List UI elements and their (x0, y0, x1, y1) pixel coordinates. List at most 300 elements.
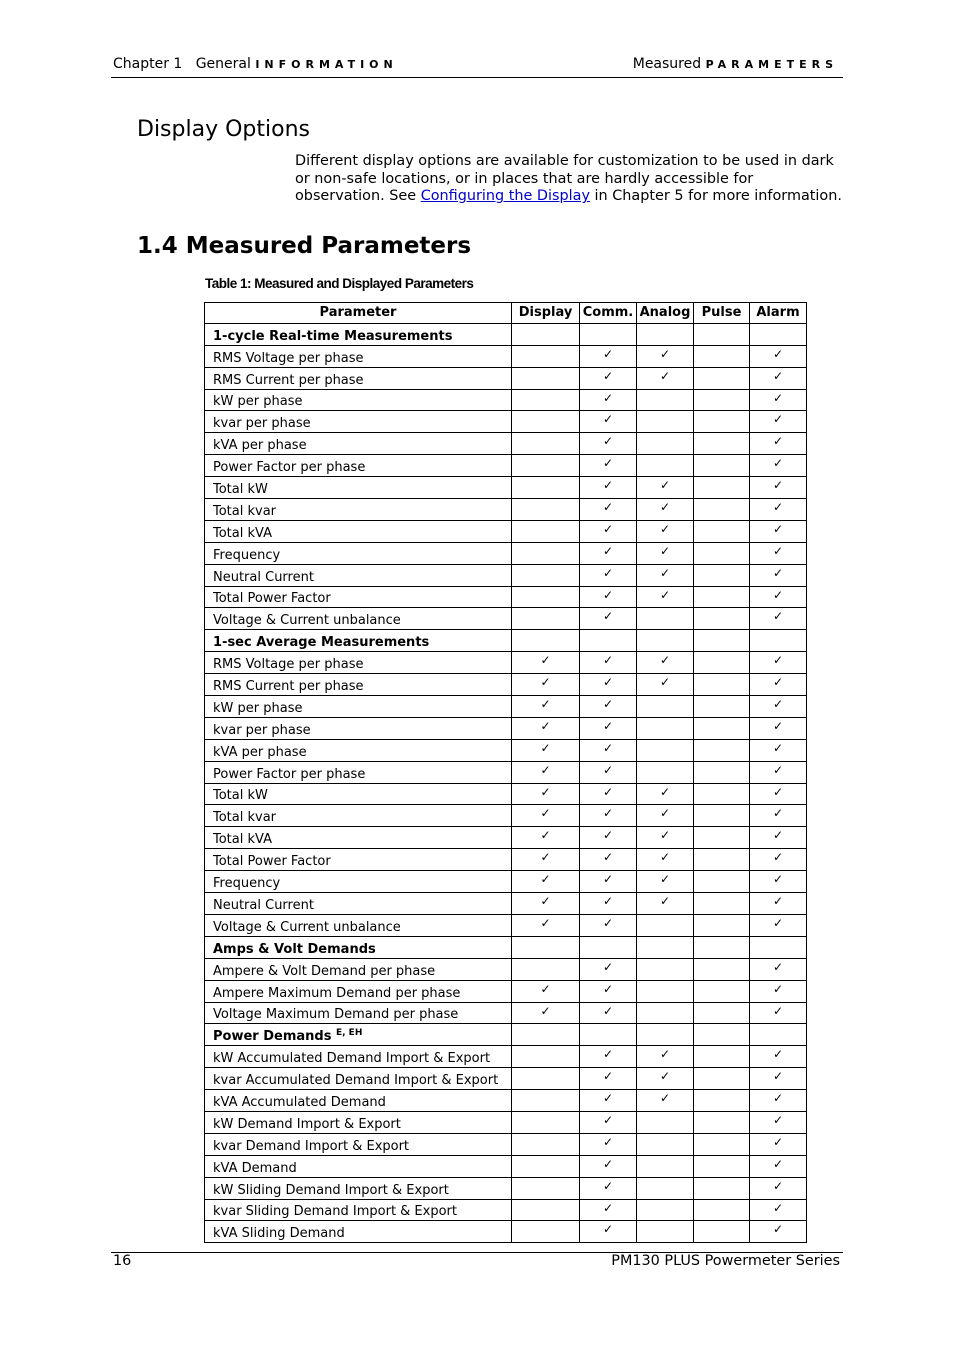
cell-alarm (750, 1024, 807, 1046)
parameter-name: kW Sliding Demand Import & Export (213, 1182, 449, 1198)
table-row (205, 564, 807, 586)
cell-pulse (694, 1046, 750, 1068)
parameter-name: Voltage Maximum Demand per phase (213, 1007, 459, 1023)
cell-pulse (694, 1155, 750, 1177)
parameter-cell (205, 608, 512, 630)
check-icon: ✓ (602, 412, 614, 427)
cell-comm (580, 1155, 637, 1177)
cell-comm (580, 345, 637, 367)
parameter-name: Voltage & Current unbalance (213, 613, 401, 629)
cell-alarm (750, 1090, 807, 1112)
parameter-name: Power Demands (213, 1029, 332, 1045)
check-icon: ✓ (772, 500, 784, 515)
table-row (205, 783, 807, 805)
cell-comm (580, 739, 637, 761)
cell-alarm (750, 477, 807, 499)
parameter-name: kVA per phase (213, 438, 307, 454)
check-icon: ✓ (659, 478, 671, 493)
parameter-cell (205, 1155, 512, 1177)
cell-analog (637, 586, 694, 608)
check-icon: ✓ (772, 697, 784, 712)
check-icon: ✓ (772, 1156, 784, 1171)
cell-alarm (750, 1111, 807, 1133)
parameter-cell (205, 630, 512, 652)
check-icon: ✓ (540, 653, 551, 668)
cell-display (512, 433, 580, 455)
cell-alarm (750, 411, 807, 433)
check-icon: ✓ (602, 1069, 614, 1084)
check-icon: ✓ (602, 1003, 614, 1018)
cell-display (512, 499, 580, 521)
display-options-text-before: Different display options are available for customization to be used in dark or non-safe locations, or in places that are hardly accessible for observation. See (295, 153, 834, 205)
check-icon: ✓ (772, 806, 784, 821)
parameter-cell (205, 1002, 512, 1024)
parameter-cell (205, 827, 512, 849)
parameter-name: kVA Accumulated Demand (213, 1094, 386, 1110)
table-row (205, 433, 807, 455)
check-icon: ✓ (659, 828, 671, 843)
check-icon: ✓ (772, 850, 784, 865)
parameter-cell (205, 1068, 512, 1090)
cell-analog (637, 411, 694, 433)
cell-comm (580, 761, 637, 783)
parameter-name: Frequency (213, 547, 281, 563)
cell-alarm (750, 520, 807, 542)
cell-analog (637, 433, 694, 455)
cell-pulse (694, 564, 750, 586)
header-rule (111, 77, 843, 78)
cell-analog (637, 367, 694, 389)
cell-display (512, 564, 580, 586)
parameter-name: kvar Demand Import & Export (213, 1138, 410, 1154)
cell-pulse (694, 1002, 750, 1024)
parameter-name: kW Accumulated Demand Import & Export (213, 1051, 491, 1067)
cell-display (512, 893, 580, 915)
cell-analog (637, 761, 694, 783)
cell-display (512, 1133, 580, 1155)
cell-analog (637, 630, 694, 652)
parameter-name: Power Factor per phase (213, 766, 366, 782)
cell-alarm (750, 739, 807, 761)
cell-alarm (750, 1002, 807, 1024)
footer-product: PM130 PLUS Powermeter Series (611, 1253, 840, 1269)
cell-analog (637, 1068, 694, 1090)
cell-alarm (750, 323, 807, 345)
cell-pulse (694, 586, 750, 608)
parameter-cell (205, 1133, 512, 1155)
cell-display (512, 1090, 580, 1112)
parameter-cell (205, 1111, 512, 1133)
check-icon: ✓ (602, 740, 614, 755)
cell-pulse (694, 367, 750, 389)
cell-comm (580, 1046, 637, 1068)
cell-pulse (694, 1177, 750, 1199)
cell-comm (580, 433, 637, 455)
check-icon: ✓ (659, 784, 671, 799)
check-icon: ✓ (602, 478, 614, 493)
check-icon: ✓ (772, 762, 784, 777)
cell-comm (580, 1090, 637, 1112)
cell-alarm (750, 1068, 807, 1090)
cell-display (512, 411, 580, 433)
table-row (205, 520, 807, 542)
check-icon: ✓ (659, 500, 671, 515)
parameter-cell (205, 871, 512, 893)
table-row (205, 499, 807, 521)
cell-analog (637, 696, 694, 718)
cell-display (512, 477, 580, 499)
column-header-analog: Analog (637, 303, 694, 324)
parameter-name: kVA Sliding Demand (213, 1226, 345, 1242)
cell-comm (580, 1177, 637, 1199)
parameter-cell (205, 520, 512, 542)
check-icon: ✓ (772, 521, 784, 536)
cell-analog (637, 980, 694, 1002)
parameter-cell (205, 455, 512, 477)
check-icon: ✓ (772, 894, 784, 909)
table-row (205, 1090, 807, 1112)
cell-analog (637, 936, 694, 958)
cell-alarm (750, 1046, 807, 1068)
check-icon: ✓ (772, 718, 784, 733)
cell-comm (580, 827, 637, 849)
table-row (205, 1199, 807, 1221)
check-icon: ✓ (772, 456, 784, 471)
parameter-cell (205, 499, 512, 521)
cell-pulse (694, 499, 750, 521)
parameter-name: kvar per phase (213, 416, 311, 432)
check-icon: ✓ (659, 368, 671, 383)
cell-display (512, 1221, 580, 1243)
cell-alarm (750, 1221, 807, 1243)
parameter-name: Ampere Maximum Demand per phase (213, 985, 461, 1001)
check-icon: ✓ (772, 1200, 784, 1215)
cell-alarm (750, 433, 807, 455)
cell-pulse (694, 761, 750, 783)
cell-alarm (750, 827, 807, 849)
column-header-comm: Comm. (580, 303, 637, 324)
check-icon: ✓ (772, 434, 784, 449)
parameter-cell (205, 717, 512, 739)
check-icon: ✓ (602, 894, 614, 909)
cell-pulse (694, 608, 750, 630)
header-section-caps: PARAMETERS (705, 58, 838, 71)
table-group-row (205, 1024, 807, 1046)
cell-pulse (694, 827, 750, 849)
cell-analog (637, 345, 694, 367)
check-icon: ✓ (772, 1069, 784, 1084)
cell-comm (580, 1133, 637, 1155)
check-icon: ✓ (772, 981, 784, 996)
table-row (205, 1221, 807, 1243)
cell-analog (637, 849, 694, 871)
cell-analog (637, 1046, 694, 1068)
cell-display (512, 323, 580, 345)
cell-alarm (750, 717, 807, 739)
check-icon: ✓ (772, 872, 784, 887)
check-icon: ✓ (602, 565, 614, 580)
check-icon: ✓ (540, 762, 551, 777)
parameter-name: Frequency (213, 876, 281, 892)
table-row (205, 1177, 807, 1199)
cell-display (512, 345, 580, 367)
cell-display (512, 586, 580, 608)
cell-alarm (750, 871, 807, 893)
parameter-name: Total kvar (213, 503, 277, 519)
cell-comm (580, 980, 637, 1002)
cell-pulse (694, 914, 750, 936)
parameters-table (204, 302, 807, 1243)
cell-comm (580, 914, 637, 936)
parameter-cell (205, 323, 512, 345)
parameter-name: Total kvar (213, 810, 277, 826)
check-icon: ✓ (772, 653, 784, 668)
cell-analog (637, 477, 694, 499)
parameter-name: Neutral Current (213, 569, 314, 585)
parameter-cell (205, 564, 512, 586)
check-icon: ✓ (540, 718, 551, 733)
cell-analog (637, 389, 694, 411)
check-icon: ✓ (772, 587, 784, 602)
cell-comm (580, 367, 637, 389)
cell-display (512, 1199, 580, 1221)
parameter-name: Neutral Current (213, 897, 314, 913)
check-icon: ✓ (772, 1003, 784, 1018)
cell-analog (637, 674, 694, 696)
table-row (205, 871, 807, 893)
check-icon: ✓ (772, 543, 784, 558)
cell-alarm (750, 958, 807, 980)
cell-display (512, 739, 580, 761)
cell-display (512, 871, 580, 893)
check-icon: ✓ (602, 1222, 614, 1237)
parameter-name: kvar Sliding Demand Import & Export (213, 1204, 457, 1220)
check-icon: ✓ (602, 587, 614, 602)
check-icon: ✓ (602, 368, 614, 383)
check-icon: ✓ (659, 850, 671, 865)
table-row (205, 805, 807, 827)
parameter-cell (205, 739, 512, 761)
table-row (205, 652, 807, 674)
cell-display (512, 805, 580, 827)
check-icon: ✓ (659, 543, 671, 558)
parameter-cell (205, 433, 512, 455)
cell-comm (580, 783, 637, 805)
parameter-name: Total Power Factor (213, 591, 331, 607)
check-icon: ✓ (540, 1003, 551, 1018)
header-chapter-caps: INFORMATION (255, 58, 398, 71)
table-row (205, 608, 807, 630)
check-icon: ✓ (602, 543, 614, 558)
table-row (205, 761, 807, 783)
cell-pulse (694, 630, 750, 652)
cell-display (512, 717, 580, 739)
check-icon: ✓ (602, 1112, 614, 1127)
cell-pulse (694, 652, 750, 674)
cell-analog (637, 739, 694, 761)
parameter-superscript: E, EH (335, 1028, 363, 1039)
table-row (205, 1002, 807, 1024)
column-header-pulse: Pulse (694, 303, 750, 324)
cell-pulse (694, 345, 750, 367)
cell-analog (637, 827, 694, 849)
check-icon: ✓ (772, 959, 784, 974)
cell-comm (580, 1111, 637, 1133)
cell-pulse (694, 323, 750, 345)
display-options-text-after: in Chapter 5 for more information. (589, 188, 842, 205)
cell-display (512, 630, 580, 652)
table-row (205, 389, 807, 411)
header-section-title: Measured (632, 56, 702, 72)
cell-display (512, 608, 580, 630)
table-header-row (205, 303, 807, 324)
check-icon: ✓ (659, 806, 671, 821)
parameter-cell (205, 783, 512, 805)
display-options-title: Display Options (137, 117, 310, 142)
table-row (205, 1111, 807, 1133)
cell-comm (580, 389, 637, 411)
parameter-name: Total kW (213, 482, 268, 498)
cell-analog (637, 1199, 694, 1221)
cell-comm (580, 958, 637, 980)
parameter-cell (205, 477, 512, 499)
parameter-cell (205, 958, 512, 980)
cell-display (512, 542, 580, 564)
cell-display (512, 367, 580, 389)
cell-comm (580, 564, 637, 586)
column-header-alarm: Alarm (750, 303, 807, 324)
parameter-cell (205, 389, 512, 411)
parameter-name: Power Factor per phase (213, 460, 366, 476)
cell-comm (580, 717, 637, 739)
check-icon: ✓ (659, 894, 671, 909)
parameter-name: RMS Voltage per phase (213, 350, 364, 366)
check-icon: ✓ (602, 609, 614, 624)
cell-alarm (750, 652, 807, 674)
header-section (633, 56, 838, 72)
cell-alarm (750, 345, 807, 367)
cell-display (512, 936, 580, 958)
cell-alarm (750, 849, 807, 871)
cell-pulse (694, 542, 750, 564)
check-icon: ✓ (772, 1112, 784, 1127)
table-row (205, 674, 807, 696)
table-row (205, 1046, 807, 1068)
check-icon: ✓ (772, 565, 784, 580)
check-icon: ✓ (602, 872, 614, 887)
check-icon: ✓ (772, 390, 784, 405)
cell-pulse (694, 783, 750, 805)
parameter-cell (205, 1199, 512, 1221)
table-row (205, 345, 807, 367)
cell-pulse (694, 411, 750, 433)
parameter-cell (205, 411, 512, 433)
cell-alarm (750, 1155, 807, 1177)
cell-pulse (694, 433, 750, 455)
cell-analog (637, 652, 694, 674)
check-icon: ✓ (602, 521, 614, 536)
check-icon: ✓ (772, 740, 784, 755)
cell-display (512, 1111, 580, 1133)
table-group-row (205, 323, 807, 345)
cell-analog (637, 608, 694, 630)
table-row (205, 1068, 807, 1090)
check-icon: ✓ (540, 981, 551, 996)
configuring-display-link[interactable]: Configuring the Display (420, 188, 590, 205)
cell-pulse (694, 674, 750, 696)
cell-comm (580, 1024, 637, 1046)
cell-pulse (694, 1221, 750, 1243)
parameter-cell (205, 805, 512, 827)
table-body (205, 323, 807, 1242)
cell-alarm (750, 805, 807, 827)
cell-analog (637, 455, 694, 477)
cell-pulse (694, 696, 750, 718)
cell-comm (580, 1221, 637, 1243)
cell-analog (637, 1024, 694, 1046)
cell-analog (637, 717, 694, 739)
cell-comm (580, 674, 637, 696)
cell-analog (637, 1155, 694, 1177)
check-icon: ✓ (602, 828, 614, 843)
cell-analog (637, 914, 694, 936)
check-icon: ✓ (540, 828, 551, 843)
parameter-cell (205, 586, 512, 608)
check-icon: ✓ (540, 675, 551, 690)
cell-display (512, 827, 580, 849)
check-icon: ✓ (602, 915, 614, 930)
cell-analog (637, 542, 694, 564)
column-header-parameter: Parameter (205, 303, 512, 324)
cell-display (512, 674, 580, 696)
table-row (205, 739, 807, 761)
check-icon: ✓ (602, 1156, 614, 1171)
table-row (205, 849, 807, 871)
check-icon: ✓ (602, 346, 614, 361)
check-icon: ✓ (659, 1069, 671, 1084)
cell-analog (637, 958, 694, 980)
cell-alarm (750, 696, 807, 718)
cell-display (512, 696, 580, 718)
cell-analog (637, 893, 694, 915)
cell-comm (580, 323, 637, 345)
table-row (205, 1155, 807, 1177)
column-header-display: Display (512, 303, 580, 324)
cell-alarm (750, 1199, 807, 1221)
cell-analog (637, 1090, 694, 1112)
cell-pulse (694, 805, 750, 827)
cell-pulse (694, 871, 750, 893)
check-icon: ✓ (540, 894, 551, 909)
cell-analog (637, 1111, 694, 1133)
parameter-cell (205, 1177, 512, 1199)
check-icon: ✓ (602, 434, 614, 449)
parameter-cell (205, 1046, 512, 1068)
header-chapter-label: Chapter 1 (113, 56, 183, 72)
cell-alarm (750, 542, 807, 564)
cell-pulse (694, 455, 750, 477)
check-icon: ✓ (602, 850, 614, 865)
cell-comm (580, 805, 637, 827)
check-icon: ✓ (602, 806, 614, 821)
cell-pulse (694, 1133, 750, 1155)
cell-analog (637, 805, 694, 827)
cell-analog (637, 1221, 694, 1243)
cell-alarm (750, 1177, 807, 1199)
cell-pulse (694, 893, 750, 915)
cell-display (512, 1155, 580, 1177)
cell-comm (580, 586, 637, 608)
